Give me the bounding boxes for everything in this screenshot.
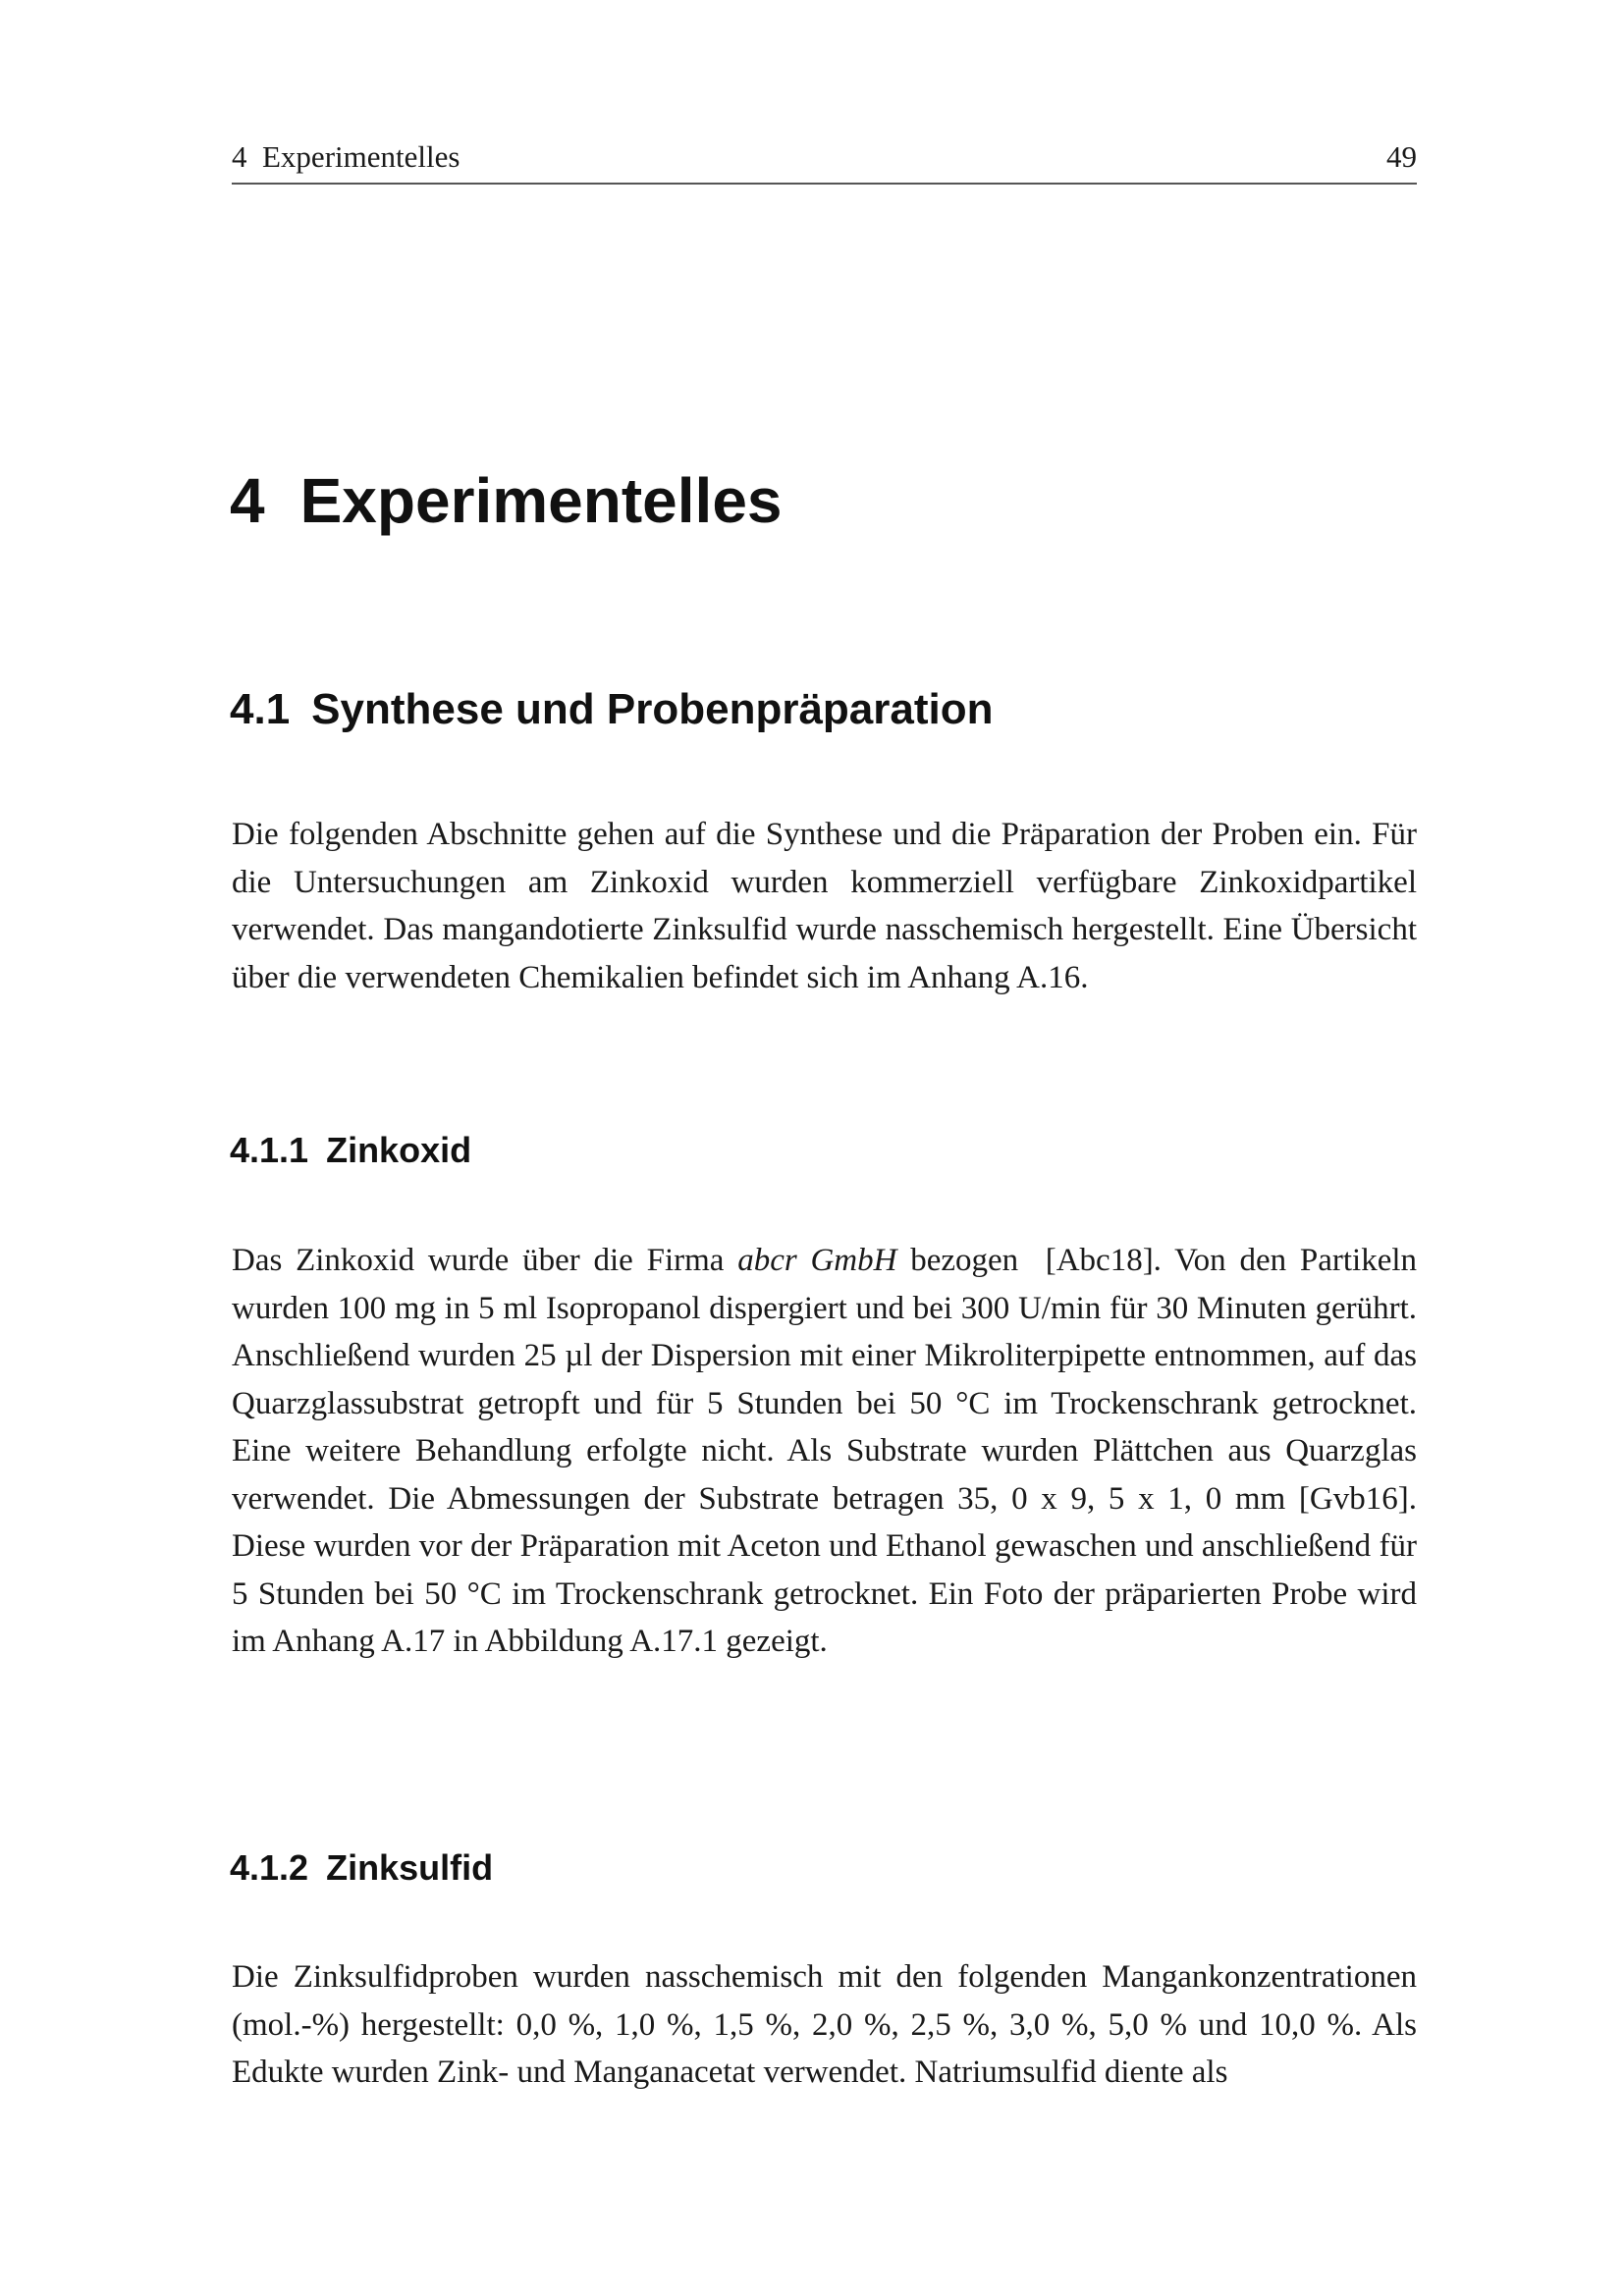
zinksulfid-paragraph: Die Zinksulfidproben wurden nasschemisch mit den folgenden Mangankonzentrationen (mol.-%) hergestellt: 0,0 %, 1,0 %, 1,5 %, 2,0 %, 2,5 %, 3,0 %, 5,0 % und 10,0 %. Als Edukte wurden Zink- und Manganacetat verwendet. Natriumsulfid diente als xyxy=(232,1959,1417,2090)
zinkoxid-text-start: Das Zinkoxid wurde über die Firma xyxy=(232,1243,738,1278)
chapter-number: 4 xyxy=(230,465,265,536)
section-heading xyxy=(230,682,994,737)
zinkoxid-paragraph xyxy=(232,1237,1426,1666)
zinkoxid-text-rest: bezogen [Abc18]. Von den Partikeln wurden 100 mg in 5 ml Isopropanol dispergiert und bei 300 U/min für 30 Minuten gerührt. Anschließend wurden 25 µl der Dispersion mit einer Mikroliterpipette entnommen, auf das Quarzglassubstrat getropft und für 5 Stunden bei 50 °C im Trockenschrank getrocknet. Eine weitere Behandlung erfolgte nicht. Als Substrate wurden Plättchen aus Quarzglas verwendet. Die Abmessungen der Substrate betragen 35, 0 x 9, 5 x 1, 0 mm [Gvb16]. Diese wurden vor der Präparation mit Aceton und Ethanol gewaschen und anschließend für 5 Stunden bei 50 °C im Trockenschrank getrocknet. Ein Foto der präparierten Probe wird im Anhang A.17 in Abbildung A.17.1 gezeigt. xyxy=(232,1243,1426,1659)
page-header xyxy=(232,133,1417,185)
chapter-title: Experimentelles xyxy=(299,465,783,536)
subsection-number: 4.1.2 xyxy=(230,1847,309,1888)
company-name: abcr GmbH xyxy=(737,1243,897,1278)
section-number: 4.1 xyxy=(230,685,291,733)
subsection-heading-zinkoxid xyxy=(230,1128,471,1173)
subsection-title: Zinksulfid xyxy=(326,1847,494,1888)
subsection-heading-zinksulfid xyxy=(230,1845,493,1891)
running-title: 4 Experimentelles xyxy=(232,139,460,174)
page-number: 49 xyxy=(1386,139,1417,174)
subsection-number: 4.1.1 xyxy=(230,1130,309,1170)
chapter-heading xyxy=(230,461,783,540)
section-title: Synthese und Probenpräparation xyxy=(311,685,994,733)
subsection-title: Zinkoxid xyxy=(326,1130,472,1170)
section-intro-paragraph: Die folgenden Abschnitte gehen auf die Synthese und die Präparation der Proben ein. Für die Untersuchungen am Zinkoxid wurden kommerziell verfügbare Zinkoxidpartikel verwendet. Das mangandotierte Zinksulfid wurde nasschemisch hergestellt. Eine Übersicht über die verwendeten Chemikalien befindet sich im Anhang A.16. xyxy=(232,817,1417,995)
